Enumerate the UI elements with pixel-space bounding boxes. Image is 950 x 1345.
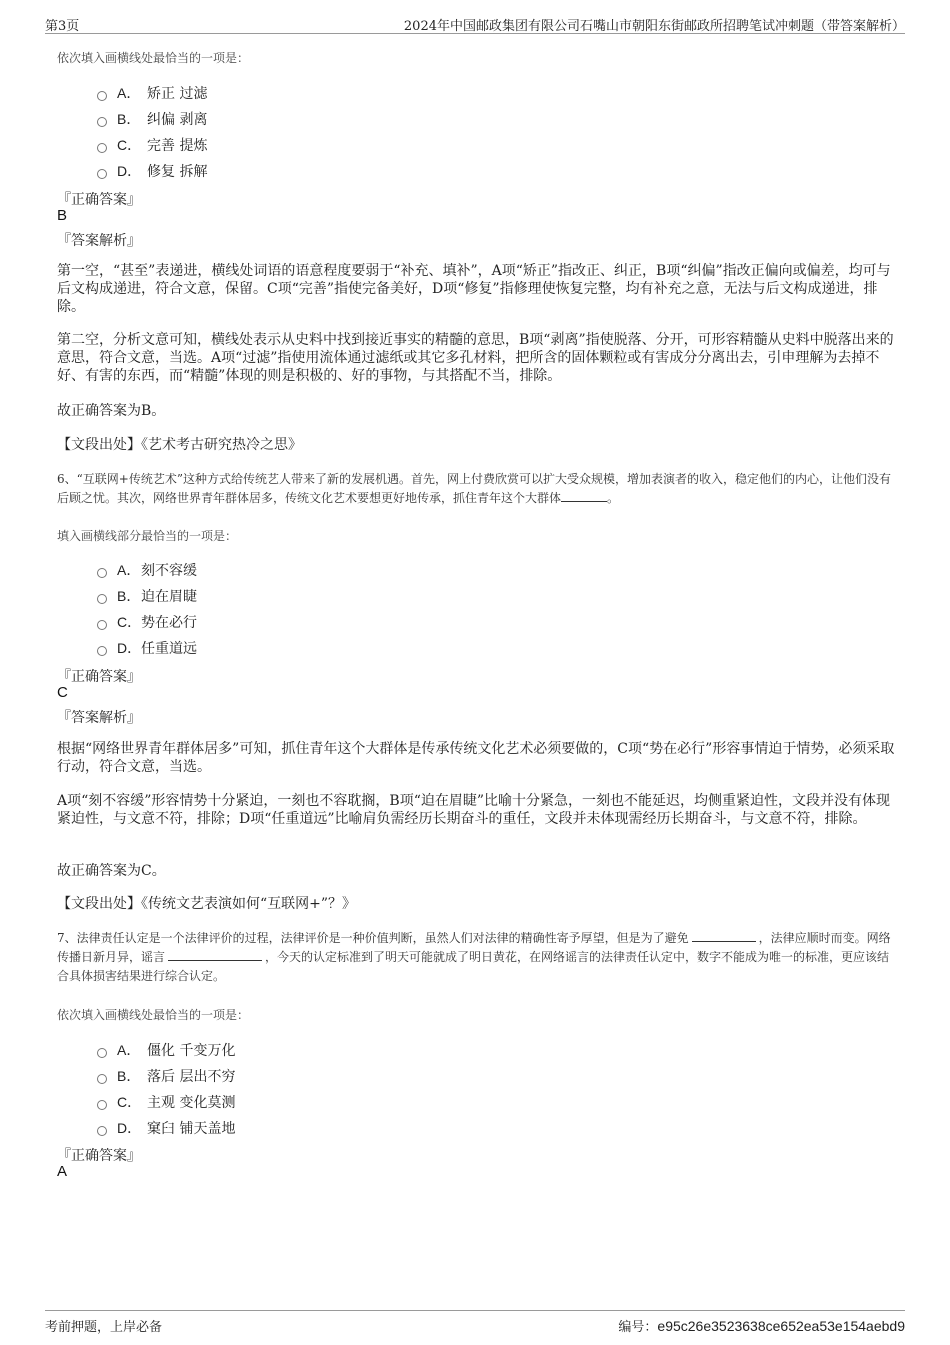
radio-icon[interactable] [97,1074,107,1084]
q7-option-c[interactable]: C． 主观 变化莫测 [97,1092,235,1112]
footer-slogan: 考前押题，上岸必备 [45,1320,163,1335]
radio-icon[interactable] [97,620,107,630]
radio-icon[interactable] [97,91,107,101]
q6-analysis-para-2: A项“刻不容缓”形容情势十分紧迫，一刻也不容耽搁，B项“迫在眉睫”比喻十分紧急，一刻也不能延迟，均侧重紧迫性，文段并没有体现紧迫性，与文意不符，排除；D项“任重道远”比喻肩负需经历长期奋斗的重任，文段并未体现需经历长期奋斗，与文意不符，排除。 [57,793,891,827]
q5-option-c[interactable]: C． 完善 提炼 [97,135,207,155]
q6-instruction: 填入画横线部分最恰当的一项是： [57,529,238,543]
q5-option-b[interactable]: B． 纠偏 剥离 [97,109,207,129]
page-footer [45,1310,905,1335]
page-number: 第3页 [45,19,80,34]
q5-option-d[interactable]: D． 修复 拆解 [97,161,207,181]
q6-source: 【文段出处】《传统文艺表演如何“互联网+”？》 [57,896,357,912]
q6-question-text: 6、“互联网+传统艺术”这种方式给传统艺人带来了新的发展机遇。首先，网上付费欣赏可以扩大受众规模，增加表演者的收入，稳定他们的内心，让他们没有后顾之忧。其次，网络世界青年群体居多，传统文化艺术要想更好地传承，抓住青年这个大群体 。 [57,472,891,505]
q5-analysis-para-1: 第一空，“甚至”表递进，横线处词语的语意程度要弱于“补充、填补”，A项“矫正”指改正、纠正，B项“纠偏”指改正偏向或偏差，均可与后文构成递进，符合文意，保留。C项“完善”指使完备美好，D项“修复”指修理使恢复完整，均有补充之意，无法与后文构成递进，排除。 [57,263,891,315]
radio-icon[interactable] [97,117,107,127]
document-code: 编号：e95c26e3523638ce652ea53e154aebd9 [618,1318,905,1335]
q6-answer-label: 『正确答案』 [57,669,141,685]
q5-source: 【文段出处】《艺术考古研究热冷之思》 [57,437,302,453]
q5-instruction: 依次填入画横线处最恰当的一项是： [57,51,250,65]
q6-option-c[interactable]: C．势在必行 [97,612,197,632]
answer-blank [561,489,607,502]
radio-icon[interactable] [97,594,107,604]
q5-analysis-label: 『答案解析』 [57,233,141,249]
q6-option-b[interactable]: B．迫在眉睫 [97,586,197,606]
q6-answer: C [57,684,68,701]
q6-option-a[interactable]: A．刻不容缓 [97,560,197,580]
answer-blank [692,929,756,942]
radio-icon[interactable] [97,1126,107,1136]
q6-analysis-label: 『答案解析』 [57,710,141,726]
q7-option-d[interactable]: D． 窠臼 铺天盖地 [97,1118,235,1138]
radio-icon[interactable] [97,143,107,153]
q5-option-a[interactable]: A． 矫正 过滤 [97,83,207,103]
q7-option-a[interactable]: A． 僵化 千变万化 [97,1040,235,1060]
q5-answer-label: 『正确答案』 [57,192,141,208]
q7-answer-label: 『正确答案』 [57,1148,141,1164]
q7-option-b[interactable]: B． 落后 层出不穷 [97,1066,235,1086]
q6-analysis-conclusion: 故正确答案为C。 [57,863,166,879]
radio-icon[interactable] [97,568,107,578]
q5-answer: B [57,207,68,224]
answer-blank [168,948,262,961]
q5-analysis-conclusion: 故正确答案为B。 [57,403,166,419]
radio-icon[interactable] [97,646,107,656]
q7-question-text: 7、法律责任认定是一个法律评价的过程，法律评价是一种价值判断，虽然人们对法律的精确性寄予厚望，但是为了避免 ，法律应顺时而变。网络传播日新月异，谣言 ，今天的认定标准到了明天可能就成了明日黄花，在网络谣言的法律责任认定中，数字不能成为唯一的标准，更应该结合具体损害结果进行综合认定。 [57,931,891,983]
q7-instruction: 依次填入画横线处最恰当的一项是： [57,1008,250,1022]
radio-icon[interactable] [97,1100,107,1110]
q6-option-d[interactable]: D．任重道远 [97,638,197,658]
radio-icon[interactable] [97,169,107,179]
q7-answer: A [57,1163,68,1180]
page-header [45,13,905,34]
document-title: 2024年中国邮政集团有限公司石嘴山市朝阳东街邮政所招聘笔试冲刺题（带答案解析） [403,19,905,34]
q5-analysis-para-2: 第二空，分析文意可知，横线处表示从史料中找到接近事实的精髓的意思，B项“剥离”指使脱落、分开，可形容精髓从史料中脱落出来的意思，符合文意，当选。A项“过滤”指使用流体通过滤纸或其它多孔材料，把所含的固体颗粒或有害成分分离出去，引申理解为去掉不好、有害的东西，而“精髓”体现的则是积极的、好的事物，与其搭配不当，排除。 [57,332,894,384]
q6-analysis-para-1: 根据“网络世界青年群体居多”可知，抓住青年这个大群体是传承传统文化艺术必须要做的，C项“势在必行”形容事情迫于情势，必须采取行动，符合文意，当选。 [57,741,895,775]
radio-icon[interactable] [97,1048,107,1058]
